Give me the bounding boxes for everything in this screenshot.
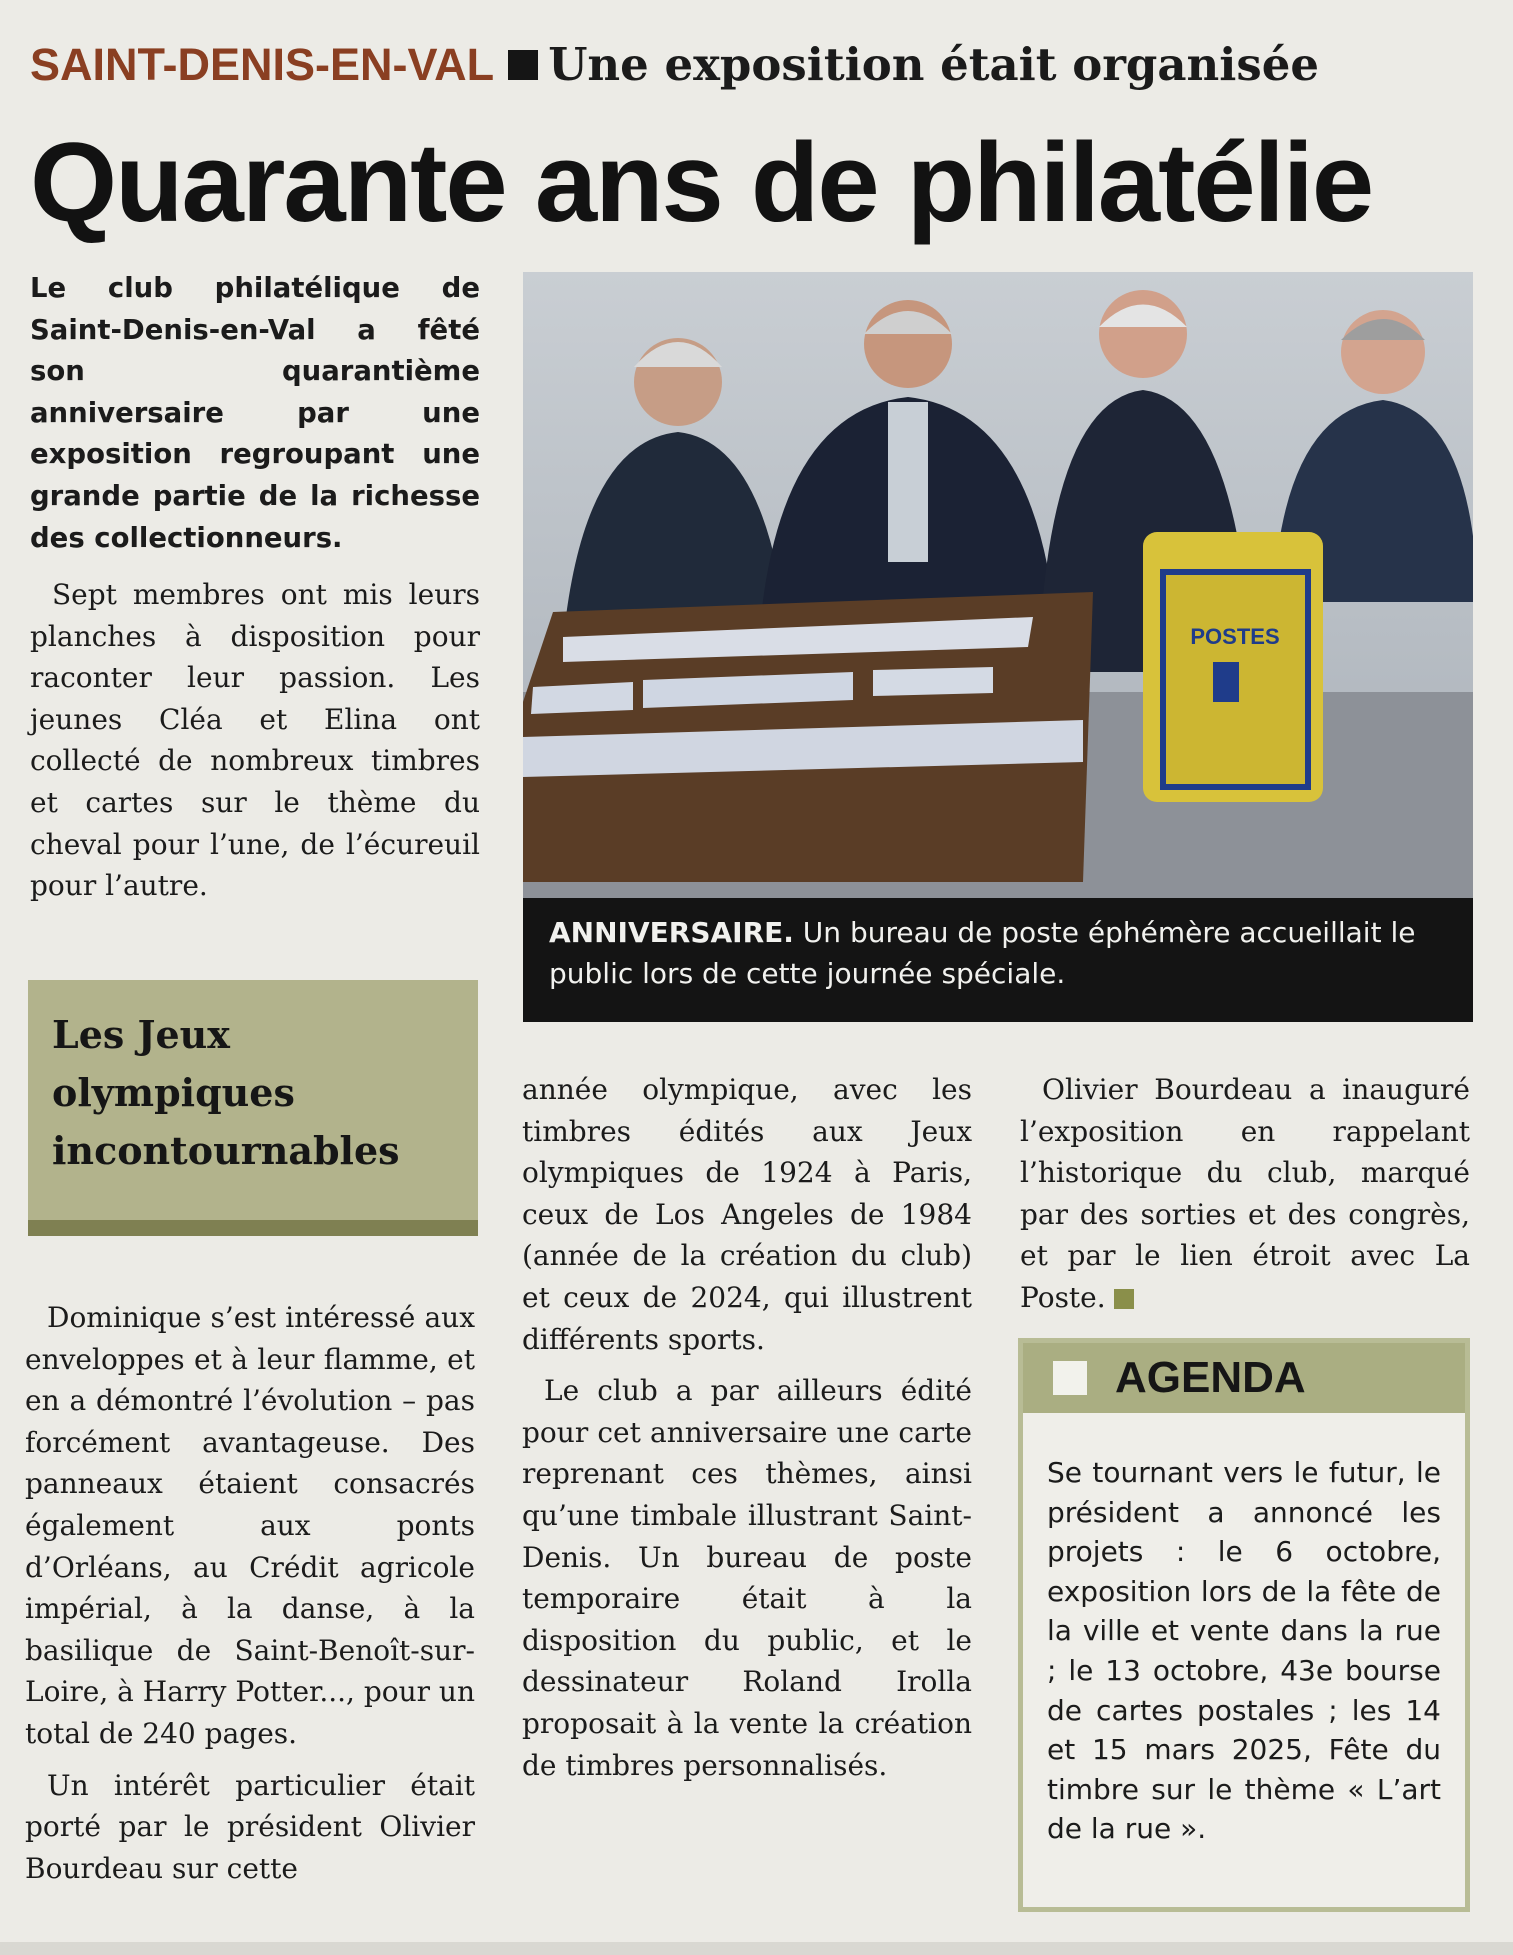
body-paragraph-5-text: Olivier Bourdeau a inauguré l’exposition en rappelant l’historique du club, marqué par des sorties et des congrès, et par le lien étroit avec La Poste. xyxy=(1020,1073,1470,1314)
article-headline: Quarante ans de philatélie xyxy=(30,120,1373,245)
kicker-place: SAINT-DENIS-EN-VAL xyxy=(30,38,495,90)
body-paragraph-3-start: Un intérêt particulier était porté par le président Olivier Bourdeau sur cette xyxy=(25,1768,475,1885)
article-lede: Le club philatélique de Saint-Denis-en-Val a fêté son quarantième anniversaire par une exposition regroupant une grande partie de la richesse des collectionneurs. xyxy=(30,272,480,554)
article-kicker xyxy=(30,38,1490,108)
body-paragraph-2: Dominique s’est intéressé aux enveloppes et à leur flamme, et en a démontré l’évolution – pas forcément avantageuse. Des panneaux étaient consacrés également aux ponts d’Orléans, au Crédit agricole impérial, à la danse, à la basilique de Saint-Benoît-sur-Loire, à Harry Potter..., pour un total de 240 pages. xyxy=(25,1301,475,1750)
body-column-1-bottom xyxy=(25,1297,475,1889)
mailbox-label: POSTES xyxy=(1190,624,1280,649)
body-paragraph-5 xyxy=(1020,1069,1470,1319)
body-paragraph-1: Sept membres ont mis leurs planches à disposition pour raconter leur passion. Les jeunes Cléa et Elina ont collecté de nombreux timbres et cartes sur le thème du cheval pour l’une, de l’écureuil pour l’autre. xyxy=(30,578,480,903)
kicker-subtitle: Une exposition était organisée xyxy=(548,38,1319,91)
body-paragraph-4: Le club a par ailleurs édité pour cet anniversaire une carte reprenant ces thèmes, ainsi qu’une timbale illustrant Saint-Denis. Un bureau de poste temporaire était à la disposition du public, et le dessinateur Roland Irolla proposait à la vente la création de timbres personnalisés. xyxy=(522,1374,972,1782)
photo-with-caption xyxy=(523,272,1473,1022)
caption-lead: ANNIVERSAIRE. xyxy=(549,916,794,949)
body-column-3 xyxy=(1020,1069,1470,1319)
body-paragraph-3-end: année olympique, avec les timbres édités aux Jeux olympiques de 1924 à Paris, ceux de Los Angeles de 1984 (année de la création du club) et ceux de 2024, qui illustrent différents sports. xyxy=(522,1073,972,1356)
photo-caption xyxy=(549,912,1454,994)
mailbox xyxy=(1143,532,1323,802)
agenda-text: Se tournant vers le futur, le président a annoncé les projets : le 6 octobre, exposition lors de la fête de la ville et vente dans la rue ; le 13 octobre, 43e bourse de cartes postales ; les 14 et 15 mars 2025, Fête du timbre sur le thème « L’art de la rue ». xyxy=(1047,1456,1441,1846)
agenda-title: AGENDA xyxy=(1115,1353,1306,1402)
bottom-rule xyxy=(0,1942,1513,1955)
agenda-header xyxy=(1023,1343,1465,1413)
inset-box xyxy=(28,980,478,1236)
agenda-square-icon xyxy=(1053,1361,1087,1395)
body-column-2 xyxy=(522,1069,972,1786)
caption-text: Un bureau de poste éphémère accueillait le public lors de cette journée spéciale. xyxy=(549,916,1416,990)
inset-title: Les Jeux olympiques incontournables xyxy=(52,1012,400,1173)
display-table xyxy=(523,592,1093,882)
body-column-1-top xyxy=(30,574,480,907)
kicker-square-icon xyxy=(508,50,538,80)
exhibition-photo xyxy=(523,272,1473,898)
end-mark-icon xyxy=(1114,1289,1134,1309)
agenda-box xyxy=(1018,1338,1470,1912)
